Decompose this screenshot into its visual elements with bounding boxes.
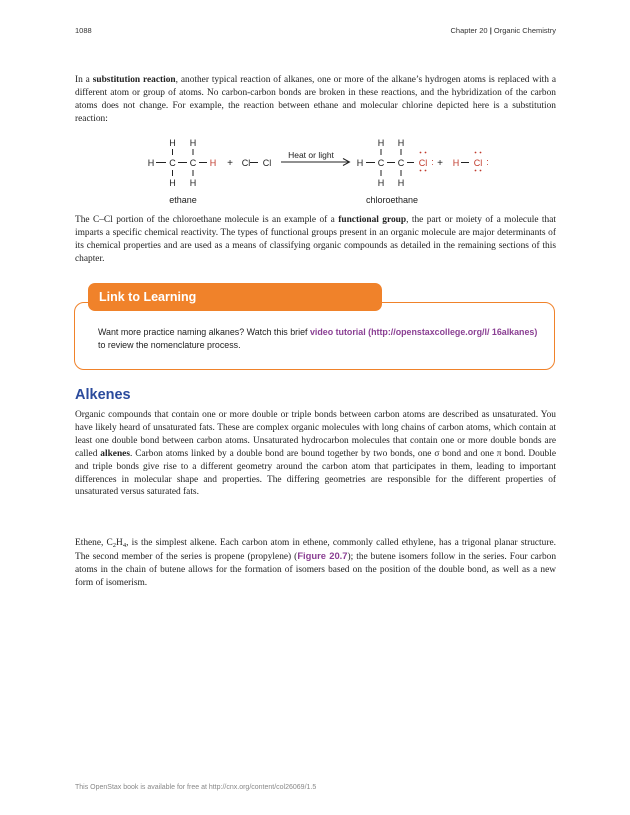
text: In a: [75, 75, 93, 85]
subscript: 2: [112, 542, 117, 549]
text: , another typical reaction of alkanes, one or more of the alkane’s hydrogen atoms is replaced with a different atom or group of atoms. No carbon-carbon bonds are broken in these reactions, and the hybridization of the carbon atoms does not change. For example, the reaction between ethane and molecular chlorine depicted here is a substitution reaction:: [75, 75, 557, 124]
atom-cl: Cl: [262, 158, 272, 168]
plus-sign: +: [437, 158, 443, 169]
chapter-title: Organic Chemistry: [493, 26, 556, 35]
subscript: 4: [122, 542, 127, 549]
atom-c: C: [377, 158, 385, 168]
atom-h: H: [147, 158, 155, 168]
atom-c: C: [169, 158, 176, 168]
link-to-learning-text: [98, 326, 538, 352]
atom-h: H: [397, 138, 405, 148]
section-title-alkenes: Alkenes: [75, 387, 131, 403]
link-to-learning-title: Link to Learning: [88, 283, 382, 311]
atom-cl-substituted: Cl: [418, 158, 428, 168]
text: H: [116, 538, 123, 548]
atom-h: H: [356, 158, 364, 168]
page-footer: This OpenStax book is available for free at http://cnx.org/content/col26069/1.5: [75, 784, 317, 791]
atom-h-substituted: H: [209, 158, 217, 168]
atom-c: C: [189, 158, 197, 168]
header-separator: |: [489, 26, 492, 35]
atom-c: C: [397, 158, 405, 168]
atom-h-product: H: [452, 158, 460, 168]
text: , the part or moiety of a molecule that imparts a specific chemical reactivity. The types of functional groups present in an organic molecule are major determinants of its chemical properties and are used as a means of classifying organic compounds as detailed in the remaining sections of this chapter.: [75, 215, 556, 264]
paragraph-functional-group: [75, 214, 556, 266]
lone-pair-right: :: [431, 157, 434, 167]
figure-ref-link[interactable]: Figure 20.7: [297, 549, 348, 561]
text: Organic compounds that contain one or more double or triple bonds between carbon atoms are described as unsaturated. You have likely heard of unsaturated fats. These are complex organic molecules with long chains of carbon atoms, which contain at least one double bond between carbon atoms. Unsaturated hydrocarbon molecules that contain one or more double bonds are called: [75, 410, 556, 459]
key-term-functional-group: functional group: [338, 215, 407, 225]
atom-h: H: [189, 178, 197, 188]
lone-pair-right: :: [486, 157, 489, 167]
atom-h: H: [169, 138, 176, 148]
text: to review the nomenclature process.: [98, 340, 241, 350]
running-header: [450, 26, 556, 35]
key-term-alkenes: alkenes: [100, 448, 130, 459]
atom-h: H: [397, 178, 405, 188]
text: , is the simplest alkene. Each carbon atom in ethene, commonly called ethylene, has a trigonal planar structure. The second member of the series is propene (propylene) (: [75, 538, 556, 562]
text: . Carbon atoms linked by a double bond are bound together by two bonds, one σ bond and one π bond. Double and triple bonds give rise to a different geometry around the carbon atom that participates in them, leading to important differences in molecular shape and properties. The differing geometries are responsible for the different properties of unsaturated versus saturated fats.: [75, 448, 556, 498]
chapter-label: Chapter 20: [450, 26, 488, 35]
chloroethane-label: chloroethane: [365, 195, 419, 205]
paragraph-substitution: [75, 74, 556, 126]
text: Ethene, C: [75, 538, 113, 548]
page-number: 1088: [75, 26, 92, 35]
paragraph-ethene: [75, 537, 556, 590]
atom-cl-product: Cl: [473, 158, 483, 168]
arrow-label: Heat or light: [288, 150, 334, 160]
text: ); the butene isomers follow in the series. Four carbon atoms in the chain of butene allows for the formation of isomers based on the position of the double bond, as well as a new form of isomerism.: [75, 551, 557, 588]
atom-h: H: [189, 138, 197, 148]
plus-sign: +: [227, 158, 233, 169]
text: The C–Cl portion of the chloroethane molecule is an example of a: [75, 215, 339, 225]
key-term-substitution-reaction: substitution reaction: [92, 75, 176, 85]
paragraph-alkenes-intro: [75, 409, 556, 499]
video-tutorial-link[interactable]: video tutorial (http://openstaxcollege.org/l/ 16alkanes): [309, 327, 538, 337]
atom-cl: Cl: [241, 158, 251, 168]
atom-h: H: [377, 138, 385, 148]
text: Want more practice naming alkanes? Watch this brief: [98, 327, 310, 337]
atom-h: H: [377, 178, 385, 188]
ethane-label: ethane: [169, 195, 197, 205]
substitution-reaction-diagram: [140, 133, 500, 208]
atom-h: H: [169, 178, 176, 188]
